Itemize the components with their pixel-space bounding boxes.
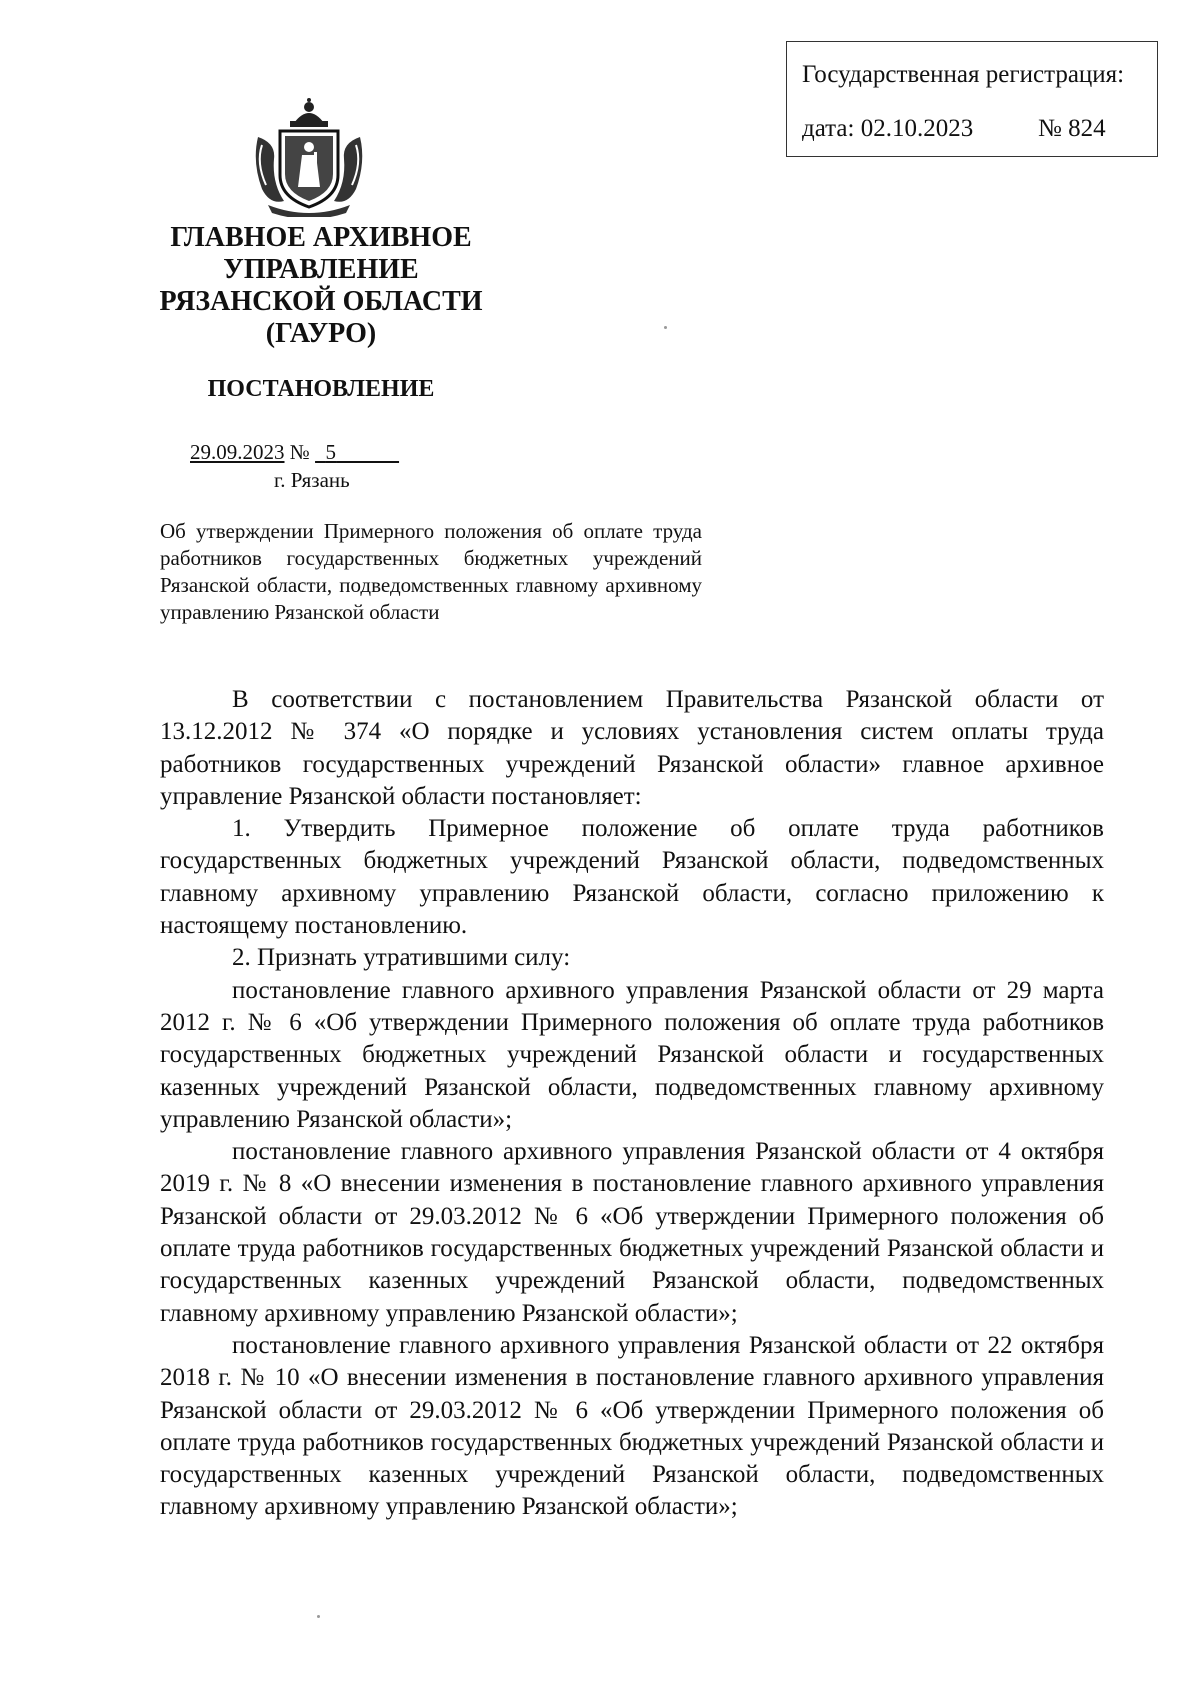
- repeal-paragraph-3: постановление главного архивного управления Рязанской области от 22 октября 2018 г. № 10 «О внесении изменения в постановление главного архивного управления Рязанской области от 29.03.2012 № 6 «Об утверждении Примерного положения об оплате труда работников государственных бюджетных учреждений Рязанской области и государственных казенных учреждений Рязанской области, подведомственных главному архивному управлению Рязанской области»;: [160, 1331, 1104, 1521]
- ryazan-coat-of-arms-icon: [250, 97, 368, 217]
- number-sign: №: [289, 440, 310, 464]
- document-date: 29.09.2023: [190, 440, 285, 464]
- repeal-paragraph-2: постановление главного архивного управления Рязанской области от 4 октября 2019 г. № 8 «О внесении изменения в постановление главного архивного управления Рязанской области от 29.03.2012 № 6 «Об утверждении Примерного положения об оплате труда работников государственных бюджетных учреждений Рязанской области и государственных казенных учреждений Рязанской области, подведомственных главному архивному управлению Рязанской области»;: [160, 1138, 1104, 1327]
- document-date-number: [190, 440, 399, 465]
- document-number-field: [315, 440, 399, 464]
- registration-details: [802, 102, 1157, 156]
- document-body: [160, 684, 1104, 1524]
- item-2-paragraph: 2. Признать утратившими силу:: [232, 944, 571, 972]
- issuer-line-1: ГЛАВНОЕ АРХИВНОЕ: [170, 222, 472, 253]
- scan-speck: [317, 1615, 320, 1618]
- registration-title: Государственная регистрация:: [802, 61, 1125, 88]
- registration-date: дата: 02.10.2023: [802, 115, 974, 142]
- repeal-paragraph-1: постановление главного архивного управления Рязанской области от 29 марта 2012 г. № 6 «Об утверждении Примерного положения об оплате труда работников государственных бюджетных учреждений Рязанской области и государственных казенных учреждений Рязанской области, подведомственных главному архивному управлению Рязанской области»;: [160, 976, 1104, 1133]
- document-city: г. Рязань: [274, 468, 350, 492]
- item-1-paragraph: 1. Утвердить Примерное положение об оплате труда работников государственных бюджетных учреждений Рязанской области, подведомственных главному архивному управлению Рязанской области, согласно приложению к настоящему постановлению.: [160, 815, 1104, 940]
- issuer-line-2: УПРАВЛЕНИЕ: [223, 254, 419, 285]
- issuer-header: [140, 222, 502, 350]
- registration-stamp: [786, 41, 1158, 157]
- document-subject: Об утверждении Примерного положения об оплате труда работников государственных бюджетных учреждений Рязанской области, подведомственных главному архивному управлению Рязанской области: [160, 519, 702, 624]
- issuer-line-3: РЯЗАНСКОЙ ОБЛАСТИ: [159, 286, 483, 317]
- scan-speck: [664, 326, 667, 329]
- issuer-line-4: (ГАУРО): [265, 318, 377, 349]
- registration-number: № 824: [1038, 115, 1106, 142]
- document-type: ПОСТАНОВЛЕНИЕ: [207, 376, 435, 402]
- document-number: 5: [325, 440, 337, 464]
- preamble-paragraph: В соответствии с постановлением Правительства Рязанской области от 13.12.2012 № 374 «О порядке и условиях установления систем оплаты труда работников государственных учреждений Рязанской области» главное архивное управление Рязанской области постановляет:: [160, 686, 1104, 810]
